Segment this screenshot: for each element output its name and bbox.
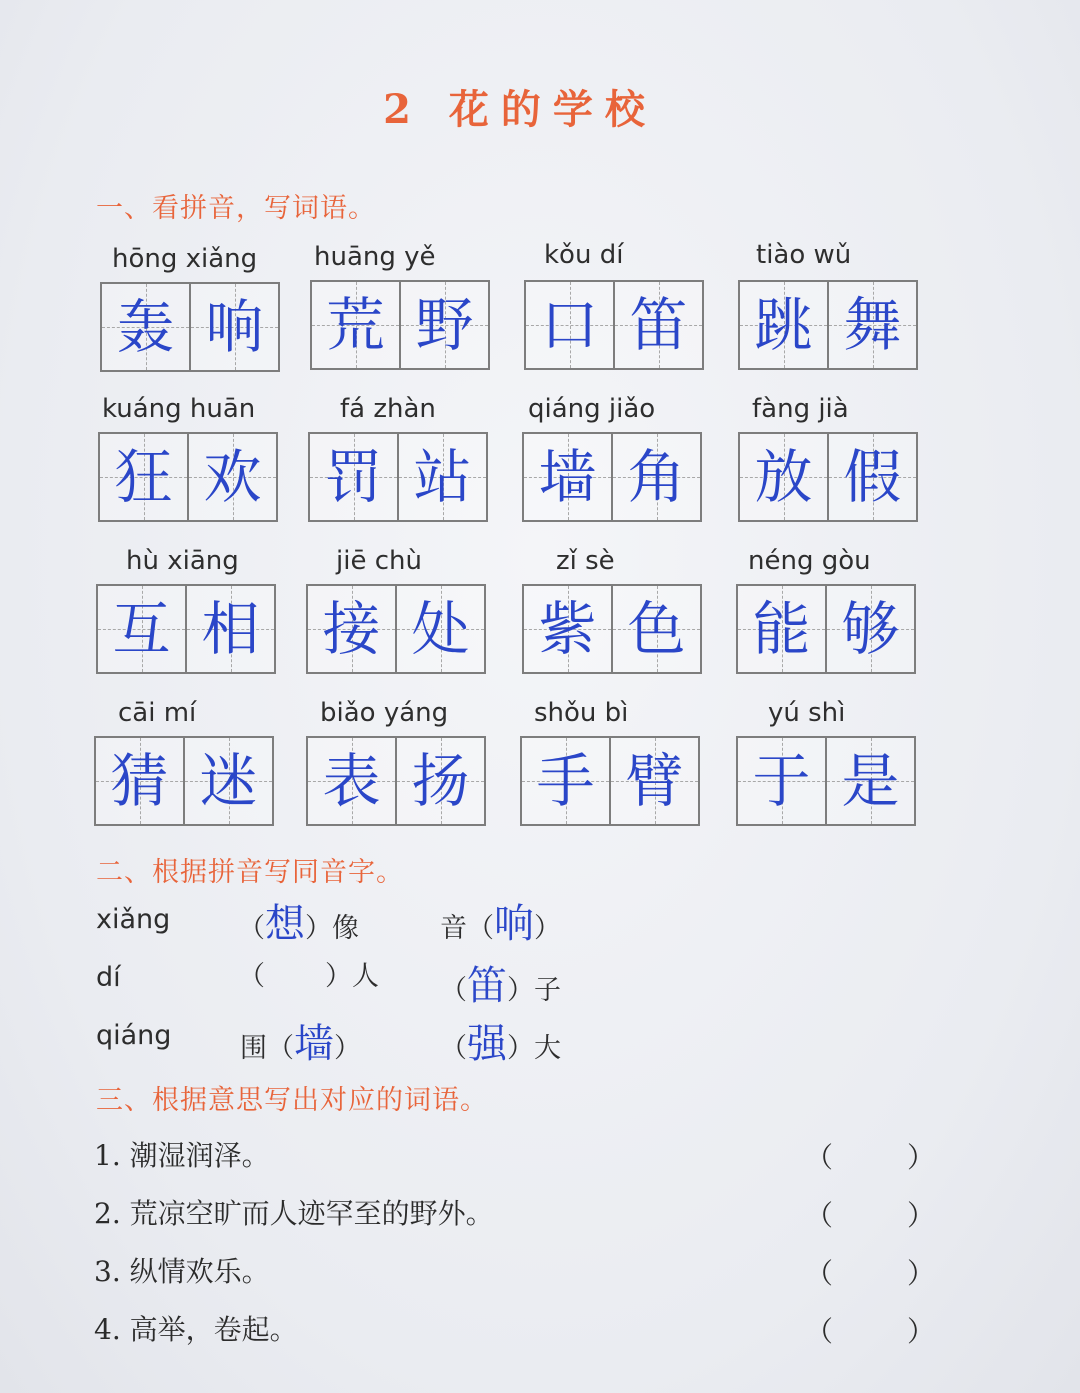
writing-cell (825, 586, 914, 672)
writing-cell (102, 284, 189, 370)
paren-text: （ (440, 1033, 467, 1064)
handwritten-char: 紫 (538, 595, 597, 663)
handwritten-char: 臂 (625, 747, 684, 815)
homophone-blank-a (240, 1012, 361, 1069)
paren-text: 音（ (440, 913, 494, 944)
paren-text: （ (440, 975, 467, 1006)
paren-text: ） (906, 1315, 935, 1348)
writing-box (308, 432, 488, 522)
homophone-blank-b (440, 1012, 561, 1069)
answer-blank (805, 1136, 935, 1176)
writing-box (522, 584, 702, 674)
pinyin-label: kuáng huān (102, 394, 256, 424)
lesson-title (0, 78, 1040, 135)
handwritten-char: 迷 (199, 747, 258, 815)
homophone-pinyin: dí (96, 962, 121, 993)
homophone-blank-a (238, 892, 359, 949)
pinyin-label: biǎo yáng (320, 698, 449, 728)
handwritten-char: 轰 (116, 293, 175, 361)
handwritten-char: 野 (415, 291, 474, 359)
handwritten-char: 荒 (326, 291, 385, 359)
pinyin-label: zǐ sè (556, 546, 615, 576)
writing-cell (526, 282, 613, 368)
section-2-heading: 二、根据拼音写同音字。 (96, 857, 404, 888)
paren-text: ） (906, 1257, 935, 1290)
pinyin-label: jiē chù (336, 546, 422, 576)
writing-cell (100, 434, 187, 520)
writing-box (736, 584, 916, 674)
handwritten-char: 相 (201, 595, 260, 663)
paren-text: （ (805, 1257, 834, 1290)
homophone-blank-b (440, 954, 561, 1011)
writing-cell (312, 282, 399, 368)
paren-text: ）子 (507, 975, 561, 1006)
paren-text: ）人 (325, 961, 379, 992)
writing-cell (613, 282, 702, 368)
writing-cell (827, 282, 916, 368)
writing-cell (522, 738, 609, 824)
handwritten-char: 角 (627, 443, 686, 511)
writing-box (310, 280, 490, 370)
handwritten-char: 接 (322, 595, 381, 663)
writing-cell (825, 738, 914, 824)
writing-box (524, 280, 704, 370)
paren-text: ） (334, 1033, 361, 1064)
writing-cell (399, 282, 488, 368)
handwritten-char: 响 (205, 293, 264, 361)
homophone-row (96, 962, 121, 993)
writing-cell (397, 434, 486, 520)
definition-question: 2. 荒凉空旷而人迹罕至的野外。 (94, 1197, 494, 1230)
definition-question: 3. 纵情欢乐。 (94, 1255, 270, 1288)
definition-question: 1. 潮湿润泽。 (94, 1139, 270, 1172)
handwritten-char: 墙 (538, 443, 597, 511)
paren-text: 围（ (240, 1033, 294, 1064)
definition-question: 4. 高举，卷起。 (94, 1313, 298, 1346)
pinyin-label: néng gòu (748, 546, 871, 576)
handwritten-char: 表 (322, 747, 381, 815)
handwritten-char: 扬 (411, 747, 470, 815)
handwritten-char: 站 (413, 443, 472, 511)
writing-box (738, 280, 918, 370)
paren-text: ）大 (507, 1033, 561, 1064)
paren-text: （ (805, 1199, 834, 1232)
writing-box (738, 432, 918, 522)
handwritten-char: 猜 (110, 747, 169, 815)
paren-text: （ (805, 1315, 834, 1348)
paren-text: ） (906, 1199, 935, 1232)
pinyin-label: fá zhàn (340, 394, 436, 424)
pinyin-label: tiào wǔ (756, 240, 852, 270)
pinyin-label: fàng jià (752, 394, 849, 424)
writing-box (98, 432, 278, 522)
writing-box (306, 736, 486, 826)
answer-blank (805, 1252, 935, 1292)
pinyin-label: cāi mí (118, 698, 197, 728)
writing-cell (740, 434, 827, 520)
homophone-blank-b (440, 892, 561, 949)
handwritten-char: 于 (752, 747, 811, 815)
handwritten-char: 欢 (203, 443, 262, 511)
handwritten-char: 是 (841, 747, 900, 815)
writing-cell (611, 434, 700, 520)
handwritten-char: 跳 (754, 291, 813, 359)
writing-box (736, 736, 916, 826)
pinyin-label: hōng xiǎng (112, 244, 258, 274)
handwritten-char: 手 (536, 747, 595, 815)
writing-cell (96, 738, 183, 824)
homophone-pinyin: qiáng (96, 1020, 172, 1051)
section-3-heading: 三、根据意思写出对应的词语。 (96, 1085, 488, 1116)
writing-box (100, 282, 280, 372)
handwritten-char: 能 (752, 595, 811, 663)
writing-cell (609, 738, 698, 824)
writing-cell (183, 738, 272, 824)
answer-blank (805, 1194, 935, 1234)
homophone-blank-a (238, 954, 379, 993)
paren-text: （ (238, 961, 265, 992)
paren-text: （ (238, 913, 265, 944)
writing-cell (611, 586, 700, 672)
pinyin-label: kǒu dí (544, 240, 624, 270)
writing-box (522, 432, 702, 522)
writing-box (96, 584, 276, 674)
handwritten-char: 舞 (843, 291, 902, 359)
handwritten-char: 够 (841, 595, 900, 663)
writing-cell (395, 586, 484, 672)
handwritten-char: 放 (754, 443, 813, 511)
writing-cell (524, 586, 611, 672)
writing-cell (395, 738, 484, 824)
handwritten-char: 处 (411, 595, 470, 663)
writing-cell (308, 738, 395, 824)
writing-cell (524, 434, 611, 520)
handwritten-char: 罚 (324, 443, 383, 511)
pinyin-label: hù xiāng (126, 546, 239, 576)
handwritten-char: 狂 (114, 443, 173, 511)
paren-text: ） (534, 913, 561, 944)
pinyin-label: yú shì (768, 698, 846, 728)
pinyin-label: qiáng jiǎo (528, 394, 656, 424)
handwritten-char: 假 (843, 443, 902, 511)
handwritten-answer: 想 (265, 901, 305, 947)
lesson-title-text: 花的学校 (448, 87, 657, 133)
homophone-row (96, 904, 170, 935)
homophone-pinyin: xiǎng (96, 904, 171, 935)
pinyin-label: shǒu bì (534, 698, 629, 728)
handwritten-char: 笛 (629, 291, 688, 359)
writing-cell (308, 586, 395, 672)
writing-cell (738, 586, 825, 672)
writing-cell (185, 586, 274, 672)
writing-cell (738, 738, 825, 824)
writing-cell (187, 434, 276, 520)
paren-text: ）像 (305, 913, 359, 944)
handwritten-answer: 笛 (467, 963, 507, 1009)
writing-cell (827, 434, 916, 520)
paren-text: ） (906, 1141, 935, 1174)
writing-cell (740, 282, 827, 368)
handwritten-answer: 墙 (294, 1021, 334, 1067)
section-1-heading: 一、看拼音，写词语。 (96, 193, 376, 224)
homophone-row (96, 1020, 171, 1051)
answer-blank (805, 1310, 935, 1350)
writing-cell (310, 434, 397, 520)
handwritten-char: 口 (540, 291, 599, 359)
paren-text: （ (805, 1141, 834, 1174)
pinyin-label: huāng yě (314, 242, 436, 272)
handwritten-char: 色 (627, 595, 686, 663)
writing-box (520, 736, 700, 826)
handwritten-char: 互 (112, 595, 171, 663)
writing-box (94, 736, 274, 826)
handwritten-answer: 响 (494, 901, 534, 947)
writing-cell (189, 284, 278, 370)
lesson-number: 2 (383, 86, 423, 133)
writing-box (306, 584, 486, 674)
handwritten-answer: 强 (467, 1021, 507, 1067)
writing-cell (98, 586, 185, 672)
